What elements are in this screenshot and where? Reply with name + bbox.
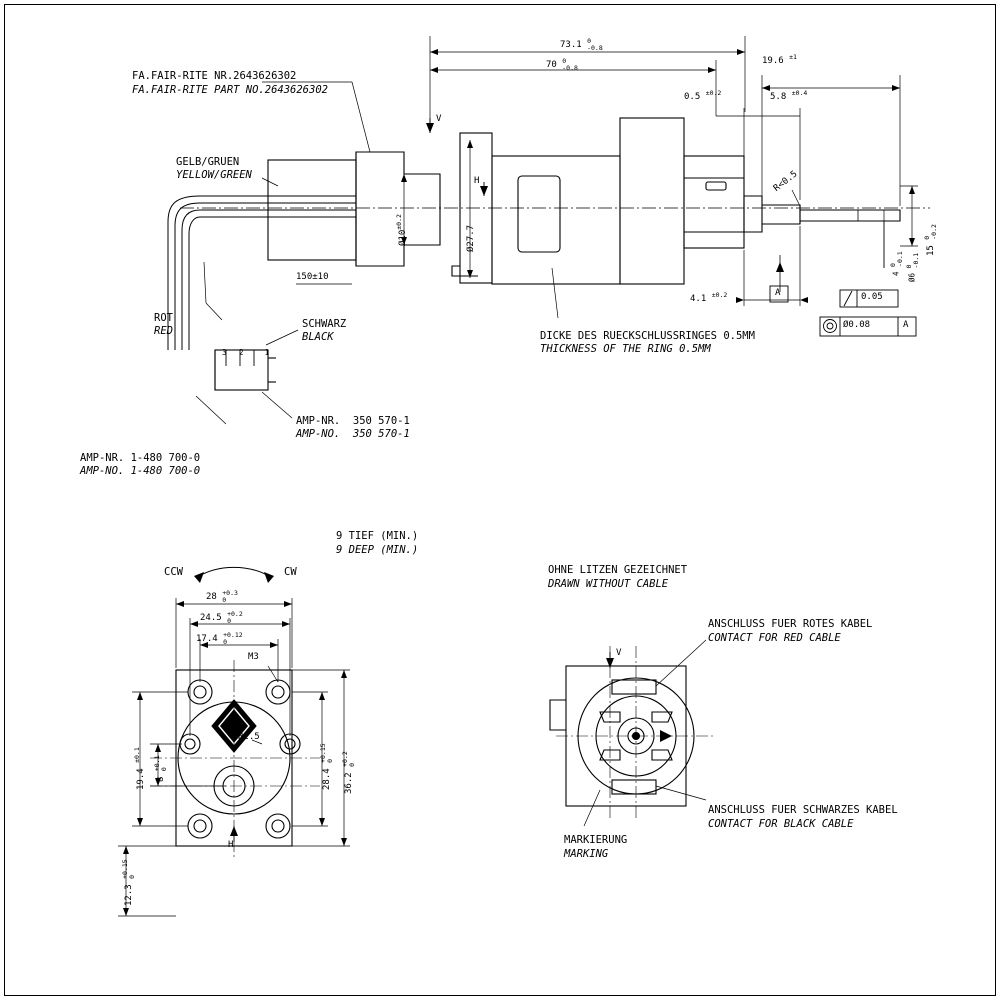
dim-28-4: 28.4 +0.15 0 [319,743,334,790]
red-contact-en: CONTACT FOR RED CABLE [708,632,841,644]
arrow-v-label-top: V [436,114,442,124]
rotation-ccw-label: CCW [164,566,183,578]
amp-housing-de: AMP-NR. 1-480 700-0 [80,452,201,464]
dim-step2: 5.8 $^{\pm 0.4}$ [770,89,808,102]
cable-length-dim: 150±10 [296,272,329,282]
ring-note-de: DICKE DES RUECKSCHLUSSRINGES 0.5MM [540,330,755,342]
dim-19-4: 19.4 $^{\pm 0.1}$ [133,747,146,790]
wire-yellow-green-en: YELLOW/GREEN [176,169,252,181]
dim-28: 28 +0.3 0 [206,589,238,604]
rear-note-en: DRAWN WITHOUT CABLE [548,578,669,590]
gdt-position-value: Ø0.08 [843,320,871,330]
dim-radius: R<0.5 [772,169,800,194]
datum-a-label: A [775,288,781,298]
dim-17-4: 17.4 +0.12 0 [196,631,243,646]
ring-note-en: THICKNESS OF THE RING 0.5MM [540,343,711,355]
rear-note-de: OHNE LITZEN GEZEICHNET [548,564,688,576]
wire-red-de: ROT [154,312,173,324]
wire-red-en: RED [154,325,173,337]
dim-shaft-length: 19.6 $^{\pm 1}$ [762,53,797,66]
thread-note-de: 9 TIEF (MIN.) [336,530,419,542]
dim-flat-length: 4.1 $^{\pm 0.2}$ [690,291,728,304]
dim-shaft-dia-4: 4 0 -0.1 [889,251,904,276]
dim-step1: 0.5 $^{\pm 0.2}$ [684,89,722,102]
arrow-h-label-front: H [228,840,234,850]
dim-body-length: 70 0 -0.8 [546,57,578,72]
marking-en: MARKING [564,848,609,860]
tol-overall: 0 -0.8 [587,37,603,52]
tol-body: 0 -0.8 [562,57,578,72]
wire-black-en: BLACK [302,331,334,343]
dim-overall-length: 73.1 0 -0.8 [560,37,603,52]
amp-connector-en: AMP-NO. 350 570-1 [296,428,410,440]
dim-dia-10: $Ø10^{\pm 0.2}$ [395,214,408,246]
rotation-cw-label: CW [284,566,297,578]
amp-connector-de: AMP-NR. 350 570-1 [296,415,410,427]
thread-note-en: 9 DEEP (MIN.) [336,544,419,556]
black-contact-en: CONTACT FOR BLACK CABLE [708,818,854,830]
wire-yellow-green-de: GELB/GRUEN [176,156,240,168]
dim-8: 8 +0.1 0 [153,755,168,782]
ferrite-note-de: FA.FAIR-RITE NR.2643626302 [132,70,297,82]
dim-dia-27: Ø27.7 [466,224,476,252]
red-contact-de: ANSCHLUSS FUER ROTES KABEL [708,618,873,630]
dim-shaft-dia-15: 15 0 -0.2 [923,224,938,256]
arrow-v-label-rear: V [616,648,622,658]
dim-24-5: 24.5 +0.2 0 [200,610,243,625]
radius-spec: R2.5 [238,732,260,742]
dim-shaft-dia-6: Ø6 0 -0.1 [905,252,920,282]
amp-housing-en: AMP-NO. 1-480 700-0 [80,465,201,477]
marking-de: MARKIERUNG [564,834,628,846]
gdt-flatness-value: 0.05 [861,292,883,302]
dim-12-3: 12.3 +0.15 0 [121,859,136,906]
ferrite-note-en: FA.FAIR-RITE PART NO.2643626302 [132,84,328,96]
dim-36-2: 36.2 +0.2 0 [341,751,356,794]
thread-spec: M3 [248,652,259,662]
arrow-h-label-top: H [474,176,480,186]
wire-black-de: SCHWARZ [302,318,347,330]
gdt-position-datum: A [903,320,909,330]
pin-numbers: 3 2 1 [222,348,274,357]
black-contact-de: ANSCHLUSS FUER SCHWARZES KABEL [708,804,898,816]
